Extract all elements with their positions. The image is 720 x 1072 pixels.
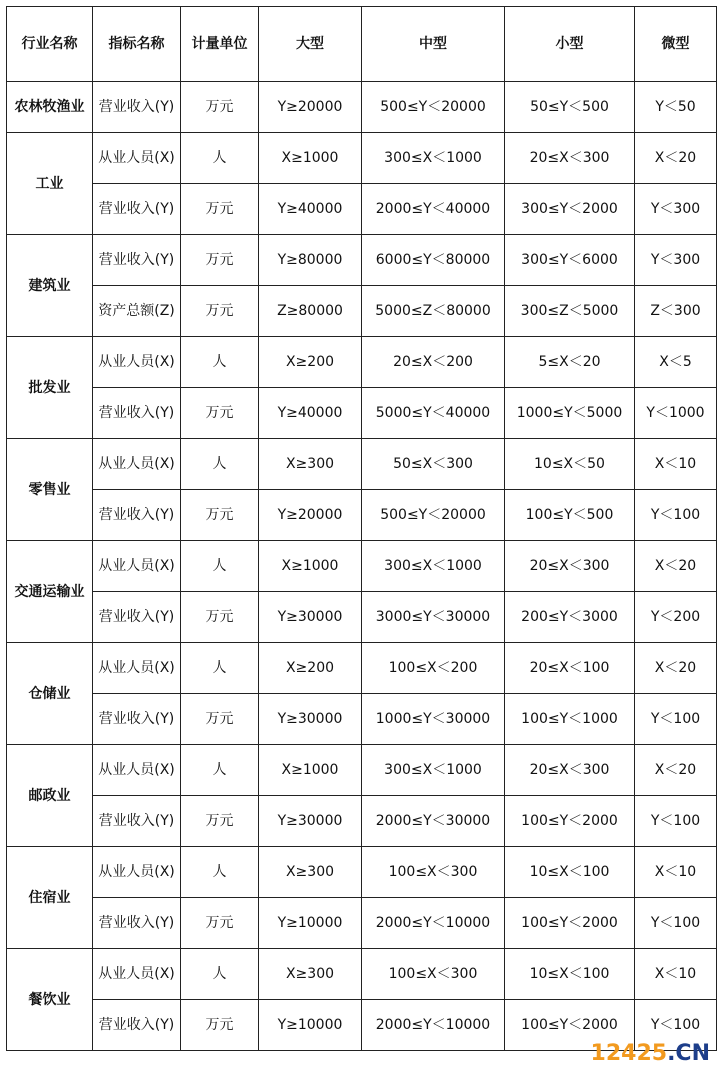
micro-cell: Y＜300	[635, 235, 717, 286]
small-cell: 20≤X＜300	[505, 133, 635, 184]
large-cell: X≥300	[259, 847, 362, 898]
small-cell: 100≤Y＜2000	[505, 1000, 635, 1051]
table-row	[7, 847, 717, 898]
unit-cell: 万元	[181, 388, 259, 439]
table-row	[7, 286, 717, 337]
large-cell: X≥200	[259, 337, 362, 388]
watermark-number: 12425	[590, 1041, 668, 1066]
medium-cell: 2000≤Y＜30000	[362, 796, 505, 847]
micro-cell: Y＜50	[635, 82, 717, 133]
indicator-cell: 从业人员(X)	[93, 337, 181, 388]
table-row	[7, 541, 717, 592]
large-cell: Y≥10000	[259, 1000, 362, 1051]
indicator-cell: 从业人员(X)	[93, 745, 181, 796]
medium-cell: 5000≤Z＜80000	[362, 286, 505, 337]
small-cell: 300≤Y＜6000	[505, 235, 635, 286]
large-cell: Y≥20000	[259, 82, 362, 133]
table-row	[7, 592, 717, 643]
table-row	[7, 643, 717, 694]
medium-cell: 300≤X＜1000	[362, 541, 505, 592]
micro-cell: Y＜200	[635, 592, 717, 643]
header-micro: 微型	[635, 7, 717, 82]
indicator-cell: 从业人员(X)	[93, 133, 181, 184]
indicator-cell: 营业收入(Y)	[93, 82, 181, 133]
large-cell: X≥1000	[259, 745, 362, 796]
micro-cell: Y＜300	[635, 184, 717, 235]
medium-cell: 6000≤Y＜80000	[362, 235, 505, 286]
table-row	[7, 82, 717, 133]
header-medium: 中型	[362, 7, 505, 82]
medium-cell: 100≤X＜200	[362, 643, 505, 694]
micro-cell: Y＜1000	[635, 388, 717, 439]
table-row	[7, 337, 717, 388]
medium-cell: 2000≤Y＜40000	[362, 184, 505, 235]
unit-cell: 人	[181, 643, 259, 694]
medium-cell: 2000≤Y＜10000	[362, 898, 505, 949]
micro-cell: Y＜100	[635, 1000, 717, 1051]
small-cell: 100≤Y＜500	[505, 490, 635, 541]
medium-cell: 3000≤Y＜30000	[362, 592, 505, 643]
micro-cell: X＜10	[635, 949, 717, 1000]
medium-cell: 5000≤Y＜40000	[362, 388, 505, 439]
medium-cell: 300≤X＜1000	[362, 745, 505, 796]
industry-name-cell: 工业	[7, 133, 93, 235]
table-row	[7, 796, 717, 847]
unit-cell: 人	[181, 949, 259, 1000]
indicator-cell: 资产总额(Z)	[93, 286, 181, 337]
site-watermark	[591, 1041, 710, 1066]
small-cell: 20≤X＜300	[505, 745, 635, 796]
indicator-cell: 营业收入(Y)	[93, 592, 181, 643]
table-row	[7, 235, 717, 286]
micro-cell: X＜5	[635, 337, 717, 388]
table-row	[7, 184, 717, 235]
watermark-domain: .CN	[667, 1041, 710, 1066]
large-cell: Z≥80000	[259, 286, 362, 337]
unit-cell: 万元	[181, 184, 259, 235]
unit-cell: 人	[181, 745, 259, 796]
unit-cell: 万元	[181, 286, 259, 337]
small-cell: 100≤Y＜2000	[505, 796, 635, 847]
table-row	[7, 694, 717, 745]
indicator-cell: 营业收入(Y)	[93, 796, 181, 847]
table-row	[7, 388, 717, 439]
indicator-cell: 营业收入(Y)	[93, 898, 181, 949]
unit-cell: 万元	[181, 694, 259, 745]
large-cell: Y≥30000	[259, 694, 362, 745]
unit-cell: 人	[181, 337, 259, 388]
large-cell: X≥300	[259, 439, 362, 490]
large-cell: Y≥40000	[259, 184, 362, 235]
medium-cell: 500≤Y＜20000	[362, 490, 505, 541]
micro-cell: X＜20	[635, 745, 717, 796]
medium-cell: 100≤X＜300	[362, 847, 505, 898]
small-cell: 10≤X＜50	[505, 439, 635, 490]
header-industry: 行业名称	[7, 7, 93, 82]
unit-cell: 人	[181, 439, 259, 490]
unit-cell: 万元	[181, 898, 259, 949]
medium-cell: 100≤X＜300	[362, 949, 505, 1000]
micro-cell: Y＜100	[635, 490, 717, 541]
table-body	[7, 82, 717, 1051]
indicator-cell: 营业收入(Y)	[93, 184, 181, 235]
micro-cell: X＜20	[635, 643, 717, 694]
industry-name-cell: 餐饮业	[7, 949, 93, 1051]
industry-name-cell: 仓储业	[7, 643, 93, 745]
large-cell: Y≥30000	[259, 592, 362, 643]
indicator-cell: 从业人员(X)	[93, 847, 181, 898]
indicator-cell: 营业收入(Y)	[93, 490, 181, 541]
indicator-cell: 营业收入(Y)	[93, 1000, 181, 1051]
medium-cell: 1000≤Y＜30000	[362, 694, 505, 745]
large-cell: X≥1000	[259, 133, 362, 184]
unit-cell: 人	[181, 541, 259, 592]
unit-cell: 万元	[181, 235, 259, 286]
unit-cell: 万元	[181, 82, 259, 133]
table-row	[7, 439, 717, 490]
table-row	[7, 898, 717, 949]
industry-name-cell: 住宿业	[7, 847, 93, 949]
micro-cell: X＜10	[635, 439, 717, 490]
unit-cell: 万元	[181, 1000, 259, 1051]
micro-cell: X＜20	[635, 541, 717, 592]
medium-cell: 50≤X＜300	[362, 439, 505, 490]
unit-cell: 万元	[181, 490, 259, 541]
small-cell: 100≤Y＜1000	[505, 694, 635, 745]
industry-name-cell: 邮政业	[7, 745, 93, 847]
industry-name-cell: 农林牧渔业	[7, 82, 93, 133]
indicator-cell: 从业人员(X)	[93, 643, 181, 694]
small-cell: 50≤Y＜500	[505, 82, 635, 133]
unit-cell: 万元	[181, 796, 259, 847]
large-cell: Y≥10000	[259, 898, 362, 949]
medium-cell: 2000≤Y＜10000	[362, 1000, 505, 1051]
header-unit: 计量单位	[181, 7, 259, 82]
small-cell: 5≤X＜20	[505, 337, 635, 388]
indicator-cell: 营业收入(Y)	[93, 388, 181, 439]
table-row	[7, 949, 717, 1000]
small-cell: 200≤Y＜3000	[505, 592, 635, 643]
indicator-cell: 从业人员(X)	[93, 541, 181, 592]
small-cell: 300≤Z＜5000	[505, 286, 635, 337]
medium-cell: 500≤Y＜20000	[362, 82, 505, 133]
large-cell: Y≥40000	[259, 388, 362, 439]
table-row	[7, 133, 717, 184]
header-large: 大型	[259, 7, 362, 82]
large-cell: X≥1000	[259, 541, 362, 592]
micro-cell: Y＜100	[635, 694, 717, 745]
header-small: 小型	[505, 7, 635, 82]
unit-cell: 万元	[181, 592, 259, 643]
unit-cell: 人	[181, 847, 259, 898]
medium-cell: 300≤X＜1000	[362, 133, 505, 184]
small-cell: 20≤X＜100	[505, 643, 635, 694]
indicator-cell: 营业收入(Y)	[93, 694, 181, 745]
table-row	[7, 490, 717, 541]
indicator-cell: 从业人员(X)	[93, 439, 181, 490]
small-cell: 1000≤Y＜5000	[505, 388, 635, 439]
industry-name-cell: 建筑业	[7, 235, 93, 337]
header-row	[7, 7, 717, 82]
micro-cell: X＜10	[635, 847, 717, 898]
large-cell: Y≥80000	[259, 235, 362, 286]
large-cell: X≥200	[259, 643, 362, 694]
large-cell: Y≥20000	[259, 490, 362, 541]
small-cell: 20≤X＜300	[505, 541, 635, 592]
micro-cell: X＜20	[635, 133, 717, 184]
industry-name-cell: 批发业	[7, 337, 93, 439]
indicator-cell: 从业人员(X)	[93, 949, 181, 1000]
large-cell: X≥300	[259, 949, 362, 1000]
industry-name-cell: 交通运输业	[7, 541, 93, 643]
header-indicator: 指标名称	[93, 7, 181, 82]
large-cell: Y≥30000	[259, 796, 362, 847]
indicator-cell: 营业收入(Y)	[93, 235, 181, 286]
small-cell: 10≤X＜100	[505, 847, 635, 898]
small-cell: 300≤Y＜2000	[505, 184, 635, 235]
table-row	[7, 745, 717, 796]
medium-cell: 20≤X＜200	[362, 337, 505, 388]
micro-cell: Z＜300	[635, 286, 717, 337]
industry-name-cell: 零售业	[7, 439, 93, 541]
unit-cell: 人	[181, 133, 259, 184]
small-cell: 100≤Y＜2000	[505, 898, 635, 949]
enterprise-size-table	[6, 6, 717, 1051]
micro-cell: Y＜100	[635, 898, 717, 949]
small-cell: 10≤X＜100	[505, 949, 635, 1000]
micro-cell: Y＜100	[635, 796, 717, 847]
